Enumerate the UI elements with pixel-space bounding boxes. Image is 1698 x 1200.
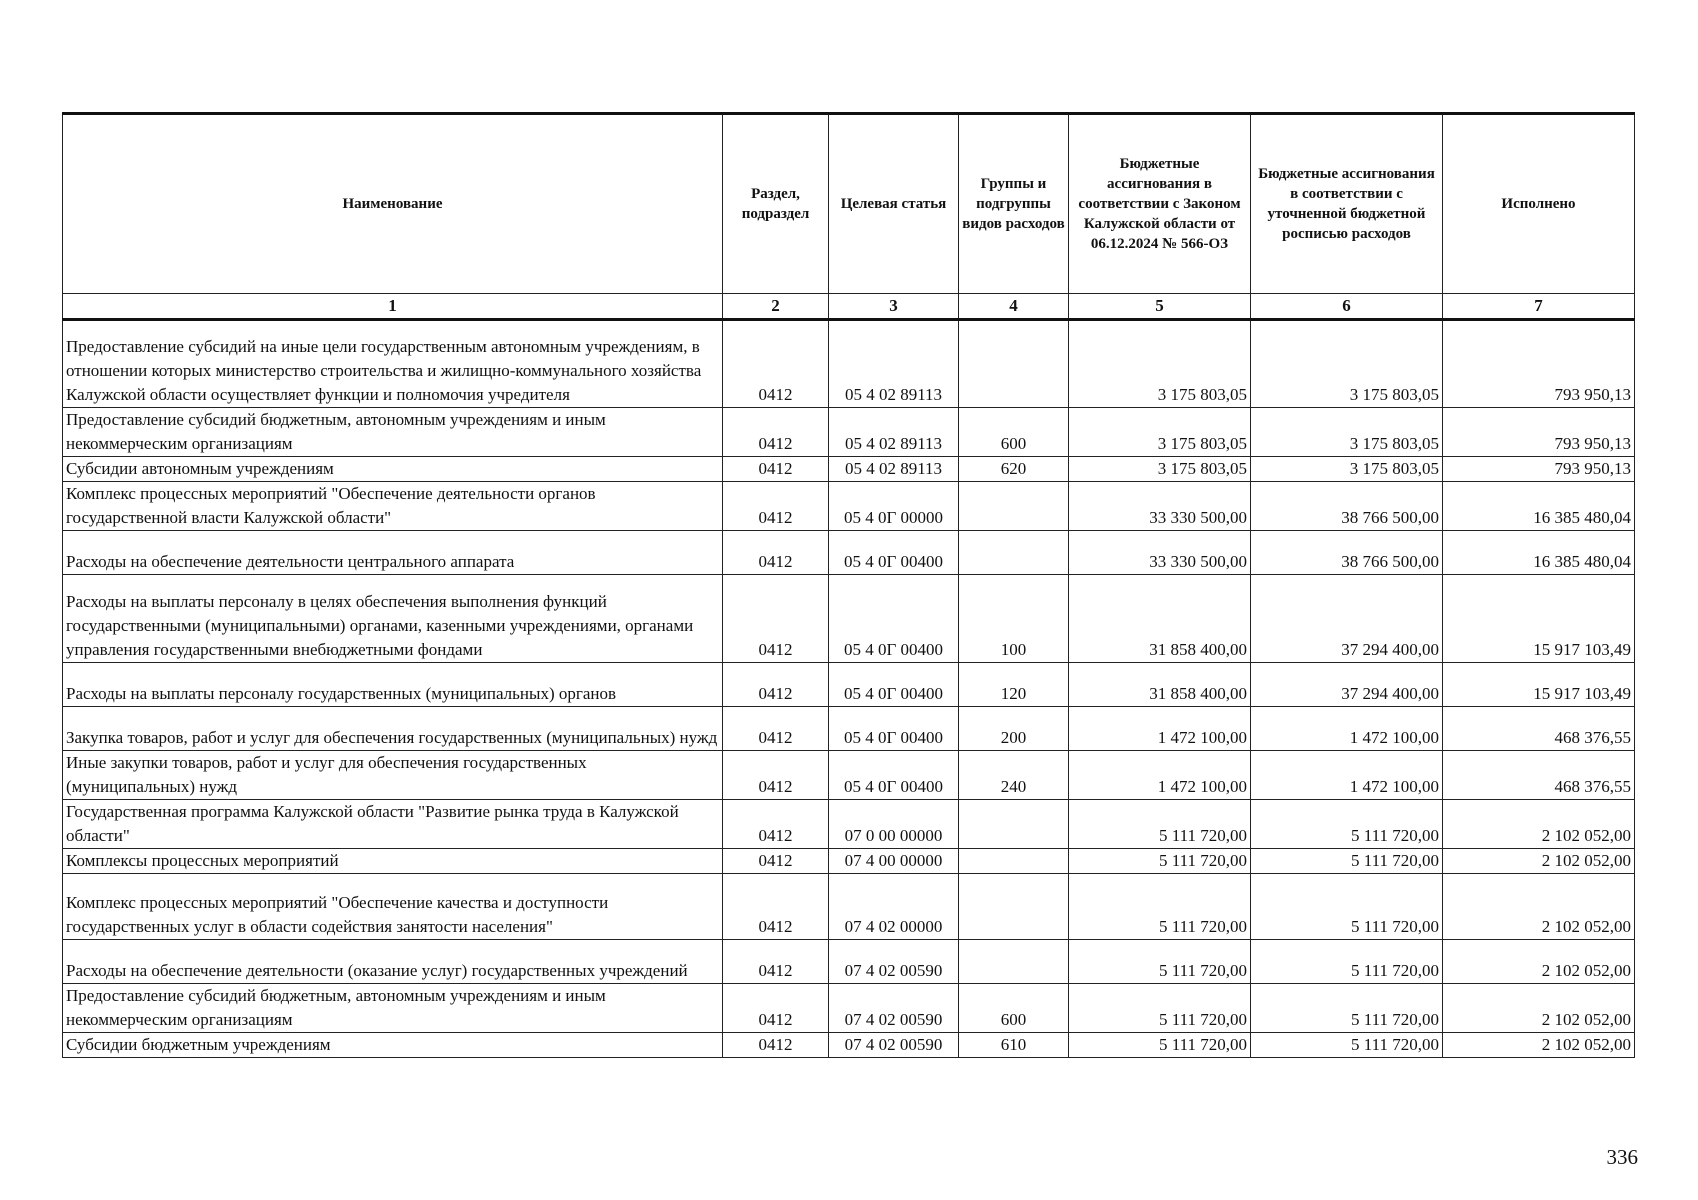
- row-law-amount: 5 111 720,00: [1069, 1033, 1251, 1058]
- row-law-amount: 1 472 100,00: [1069, 751, 1251, 800]
- row-law-amount: 5 111 720,00: [1069, 874, 1251, 940]
- table-row: [63, 1033, 1635, 1058]
- table-row: [63, 849, 1635, 874]
- row-law-amount: 3 175 803,05: [1069, 457, 1251, 482]
- header-executed: Исполнено: [1443, 114, 1635, 294]
- row-name: Закупка товаров, работ и услуг для обеспечения государственных (муниципальных) нужд: [63, 707, 723, 751]
- row-refined-amount: 5 111 720,00: [1251, 874, 1443, 940]
- row-name: Предоставление субсидий бюджетным, автономным учреждениям и иным некоммерческим организациям: [63, 408, 723, 457]
- row-executed-amount: 16 385 480,04: [1443, 482, 1635, 531]
- column-number: 1: [63, 294, 723, 320]
- row-law-amount: 3 175 803,05: [1069, 320, 1251, 408]
- table-row: [63, 575, 1635, 663]
- row-refined-amount: 5 111 720,00: [1251, 984, 1443, 1033]
- row-law-amount: 5 111 720,00: [1069, 984, 1251, 1033]
- row-name: Расходы на выплаты персоналу в целях обеспечения выполнения функций государственными (муниципальными) органами, казенными учреждениями, органами управления государственными внебюджетными фондами: [63, 575, 723, 663]
- row-target: 07 0 00 00000: [829, 800, 959, 849]
- row-section: 0412: [723, 874, 829, 940]
- row-law-amount: 31 858 400,00: [1069, 663, 1251, 707]
- row-refined-amount: 3 175 803,05: [1251, 457, 1443, 482]
- row-refined-amount: 3 175 803,05: [1251, 408, 1443, 457]
- row-refined-amount: 5 111 720,00: [1251, 1033, 1443, 1058]
- row-law-amount: 5 111 720,00: [1069, 849, 1251, 874]
- row-section: 0412: [723, 707, 829, 751]
- row-name: Комплекс процессных мероприятий "Обеспечение деятельности органов государственной власти Калужской области": [63, 482, 723, 531]
- row-executed-amount: 16 385 480,04: [1443, 531, 1635, 575]
- row-refined-amount: 38 766 500,00: [1251, 482, 1443, 531]
- header-section: Раздел, подраздел: [723, 114, 829, 294]
- row-group: 200: [959, 707, 1069, 751]
- row-name: Расходы на обеспечение деятельности центрального аппарата: [63, 531, 723, 575]
- row-refined-amount: 38 766 500,00: [1251, 531, 1443, 575]
- table-row: [63, 800, 1635, 849]
- row-section: 0412: [723, 531, 829, 575]
- row-name: Расходы на выплаты персоналу государственных (муниципальных) органов: [63, 663, 723, 707]
- row-executed-amount: 2 102 052,00: [1443, 984, 1635, 1033]
- row-executed-amount: 468 376,55: [1443, 707, 1635, 751]
- row-group: 600: [959, 408, 1069, 457]
- row-executed-amount: 2 102 052,00: [1443, 940, 1635, 984]
- row-group: 620: [959, 457, 1069, 482]
- row-target: 05 4 0Г 00400: [829, 575, 959, 663]
- row-group: [959, 320, 1069, 408]
- row-law-amount: 33 330 500,00: [1069, 482, 1251, 531]
- row-executed-amount: 2 102 052,00: [1443, 1033, 1635, 1058]
- row-refined-amount: 5 111 720,00: [1251, 849, 1443, 874]
- row-law-amount: 31 858 400,00: [1069, 575, 1251, 663]
- row-group: 600: [959, 984, 1069, 1033]
- row-executed-amount: 15 917 103,49: [1443, 663, 1635, 707]
- row-name: Предоставление субсидий бюджетным, автономным учреждениям и иным некоммерческим организациям: [63, 984, 723, 1033]
- column-number: 5: [1069, 294, 1251, 320]
- row-section: 0412: [723, 575, 829, 663]
- row-name: Государственная программа Калужской области "Развитие рынка труда в Калужской области": [63, 800, 723, 849]
- budget-table: [62, 112, 1635, 1058]
- table-row: [63, 531, 1635, 575]
- row-target: 05 4 02 89113: [829, 320, 959, 408]
- row-refined-amount: 3 175 803,05: [1251, 320, 1443, 408]
- row-law-amount: 5 111 720,00: [1069, 800, 1251, 849]
- row-refined-amount: 1 472 100,00: [1251, 751, 1443, 800]
- row-name: Предоставление субсидий на иные цели государственным автономным учреждениям, в отношении которых министерство строительства и жилищно-коммунального хозяйства Калужской области осуществляет функции и полномочия учредителя: [63, 320, 723, 408]
- header-law: Бюджетные ассигнования в соответствии с Законом Калужской области от 06.12.2024 № 566-ОЗ: [1069, 114, 1251, 294]
- table-row: [63, 408, 1635, 457]
- row-section: 0412: [723, 751, 829, 800]
- row-law-amount: 1 472 100,00: [1069, 707, 1251, 751]
- row-name: Иные закупки товаров, работ и услуг для обеспечения государственных (муниципальных) нужд: [63, 751, 723, 800]
- row-refined-amount: 37 294 400,00: [1251, 663, 1443, 707]
- row-target: 07 4 02 00590: [829, 1033, 959, 1058]
- row-executed-amount: 793 950,13: [1443, 408, 1635, 457]
- table-row: [63, 482, 1635, 531]
- column-number: 7: [1443, 294, 1635, 320]
- header-row: [63, 114, 1635, 294]
- row-target: 05 4 02 89113: [829, 408, 959, 457]
- column-number: 2: [723, 294, 829, 320]
- row-name: Субсидии автономным учреждениям: [63, 457, 723, 482]
- table-row: [63, 320, 1635, 408]
- row-executed-amount: 793 950,13: [1443, 457, 1635, 482]
- row-section: 0412: [723, 984, 829, 1033]
- row-target: 07 4 02 00590: [829, 984, 959, 1033]
- row-group: [959, 940, 1069, 984]
- row-refined-amount: 37 294 400,00: [1251, 575, 1443, 663]
- row-target: 05 4 0Г 00400: [829, 663, 959, 707]
- row-name: Расходы на обеспечение деятельности (оказание услуг) государственных учреждений: [63, 940, 723, 984]
- row-group: 240: [959, 751, 1069, 800]
- table-row: [63, 457, 1635, 482]
- row-section: 0412: [723, 408, 829, 457]
- table-row: [63, 940, 1635, 984]
- row-refined-amount: 1 472 100,00: [1251, 707, 1443, 751]
- row-target: 07 4 00 00000: [829, 849, 959, 874]
- row-group: [959, 874, 1069, 940]
- row-name: Комплексы процессных мероприятий: [63, 849, 723, 874]
- row-section: 0412: [723, 482, 829, 531]
- row-law-amount: 5 111 720,00: [1069, 940, 1251, 984]
- table-row: [63, 751, 1635, 800]
- row-refined-amount: 5 111 720,00: [1251, 940, 1443, 984]
- row-executed-amount: 2 102 052,00: [1443, 800, 1635, 849]
- row-section: 0412: [723, 800, 829, 849]
- row-section: 0412: [723, 849, 829, 874]
- row-executed-amount: 793 950,13: [1443, 320, 1635, 408]
- row-executed-amount: 15 917 103,49: [1443, 575, 1635, 663]
- row-section: 0412: [723, 320, 829, 408]
- row-executed-amount: 468 376,55: [1443, 751, 1635, 800]
- row-target: 07 4 02 00590: [829, 940, 959, 984]
- table-row: [63, 874, 1635, 940]
- row-target: 05 4 0Г 00400: [829, 751, 959, 800]
- header-refined: Бюджетные ассигнования в соответствии с уточненной бюджетной росписью расходов: [1251, 114, 1443, 294]
- table-row: [63, 663, 1635, 707]
- row-group: 610: [959, 1033, 1069, 1058]
- row-name: Субсидии бюджетным учреждениям: [63, 1033, 723, 1058]
- row-target: 07 4 02 00000: [829, 874, 959, 940]
- header-target: Целевая статья: [829, 114, 959, 294]
- column-number: 3: [829, 294, 959, 320]
- column-number: 4: [959, 294, 1069, 320]
- header-name: Наименование: [63, 114, 723, 294]
- row-section: 0412: [723, 1033, 829, 1058]
- row-target: 05 4 0Г 00400: [829, 531, 959, 575]
- table-row: [63, 984, 1635, 1033]
- row-group: 100: [959, 575, 1069, 663]
- column-number: 6: [1251, 294, 1443, 320]
- row-law-amount: 33 330 500,00: [1069, 531, 1251, 575]
- row-executed-amount: 2 102 052,00: [1443, 849, 1635, 874]
- row-group: [959, 849, 1069, 874]
- row-executed-amount: 2 102 052,00: [1443, 874, 1635, 940]
- row-section: 0412: [723, 940, 829, 984]
- row-group: [959, 482, 1069, 531]
- row-group: [959, 531, 1069, 575]
- header-groups: Группы и подгруппы видов расходов: [959, 114, 1069, 294]
- row-target: 05 4 0Г 00000: [829, 482, 959, 531]
- row-group: 120: [959, 663, 1069, 707]
- page-number: 336: [1606, 1145, 1638, 1169]
- row-section: 0412: [723, 457, 829, 482]
- row-refined-amount: 5 111 720,00: [1251, 800, 1443, 849]
- row-target: 05 4 0Г 00400: [829, 707, 959, 751]
- column-number-row: [63, 294, 1635, 320]
- row-name: Комплекс процессных мероприятий "Обеспечение качества и доступности государственных услуг в области содействия занятости населения": [63, 874, 723, 940]
- row-law-amount: 3 175 803,05: [1069, 408, 1251, 457]
- row-group: [959, 800, 1069, 849]
- table-row: [63, 707, 1635, 751]
- row-section: 0412: [723, 663, 829, 707]
- row-target: 05 4 02 89113: [829, 457, 959, 482]
